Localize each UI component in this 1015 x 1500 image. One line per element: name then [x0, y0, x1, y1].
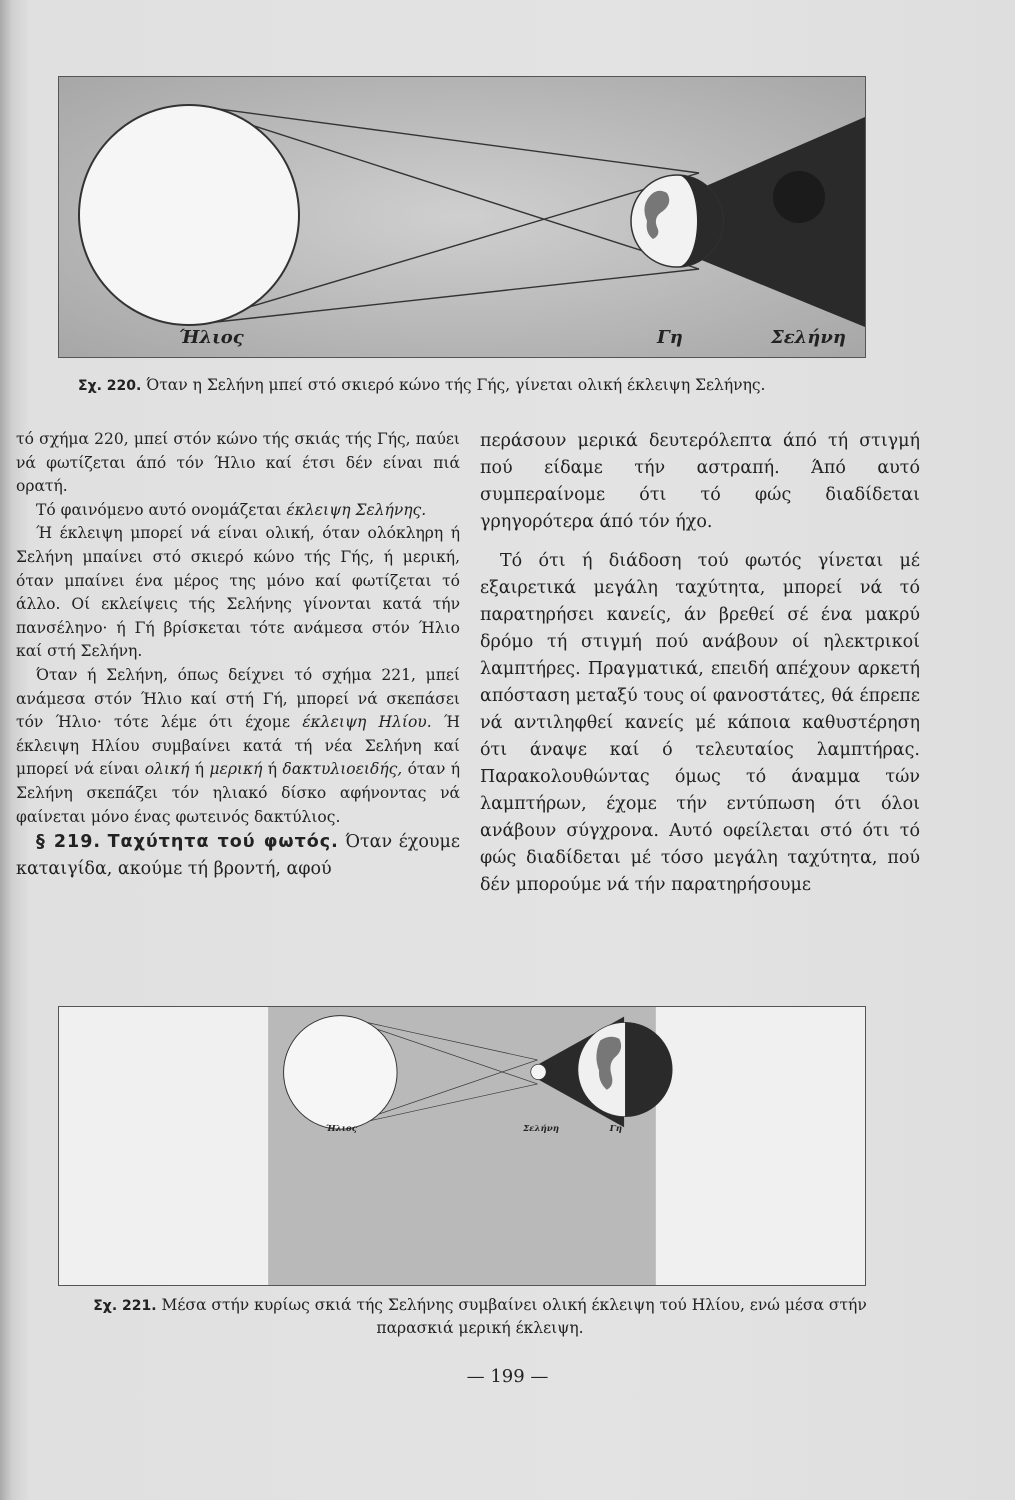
section-title: Ταχύτητα τού φωτός.: [107, 832, 339, 853]
text-span: όταν ή Σελήνη σκεπάζει τόν ηλιακό δίσκο αφήνοντας νά φαίνεται μόνο ένας φωτεινός δακτύλιος.: [16, 760, 460, 826]
page-number: — 199 —: [466, 1366, 549, 1387]
text-span: ή: [262, 760, 283, 779]
italic-term: έκλειψη Ηλίου.: [302, 713, 432, 732]
paragraph: [16, 664, 460, 829]
paragraph: Ή έκλειψη μπορεί νά είναι ολική, όταν ολόκληρη ή Σελήνη μπαίνει στό σκιερό κώνο τής Γής, ή μερική, όταν μπαίνει ένα μέρος της μόνο καί φωτίζεται τό άλλο. Οί εκλείψεις τής Σελήνης γίνονται κατά τήν πανσέληνο· ή Γή βρίσκεται τότε ανάμεσα στόν Ήλιο καί στή Σελήνη.: [16, 524, 460, 661]
sun-label: Ήλιος: [179, 327, 244, 348]
earth-label: Γη: [609, 1124, 623, 1135]
figure-220-caption: [78, 374, 908, 397]
moon-label: Σελήνη: [523, 1124, 560, 1135]
caption-number: Σχ. 221.: [93, 1298, 157, 1314]
section-number: § 219.: [36, 832, 102, 853]
paragraph: Τό ότι ή διάδοση τού φωτός γίνεται μέ εξαιρετικά μεγάλη ταχύτητα, μπορεί νά τό παρατηρήσει κανείς, άν βρεθεί σέ ένα μακρύ δρόμο τή στιγμή πού ανάβουν οί ηλεκτρικοί λαμπτήρες. Πραγματικά, επειδή απέχουν αρκετή απόσταση μεταξύ τους οί φανοστάτες, θά έπρεπε νά αντιληφθεί κανείς μέ κάποια καθυστέρηση ότι άναψε καί ό τελευταίος λαμπτήρας. Παρακολουθώντας όμως τό άναμμα τών λαμπτήρων, έχομε τήν εντύπωση ότι όλοι ανάβουν σύγχρονα. Αυτό οφείλεται στό ότι τό φώς διαδίδεται μέ τόσο μεγάλη ταχύτητα, πού δέν μπορούμε νά τήν παρατηρήσουμε: [480, 551, 920, 895]
left-text-column: [16, 428, 460, 883]
italic-term: έκλειψη Σελήνης.: [286, 500, 427, 519]
text-span: Τό φαινόμενο αυτό ονομάζεται: [36, 500, 287, 519]
paragraph: περάσουν μερικά δευτερόλεπτα άπό τή στιγμή πού είδαμε τήν αστραπή. Άπό αυτό συμπεραίνομε ότι τό φώς διαδίδεται γρηγορότερα άπό τόν ήχο.: [480, 431, 920, 532]
sun-label: Ήλιος: [325, 1124, 357, 1135]
solar-eclipse-diagram: [59, 1007, 865, 1285]
moon-in-shadow: [773, 171, 825, 223]
figure-221-caption: [90, 1294, 870, 1339]
sun-disc: [284, 1016, 398, 1130]
text-span: Ή έκλειψη Ηλίου συμβαίνει κατά τή νέα Σελήνη καί μπορεί νά είναι: [16, 713, 460, 779]
text-span: Όταν ή Σελήνη, όπως δείχνει τό σχήμα 221, μπεί ανάμεσα στόν Ήλιο καί στή Γή, μπορεί νά σκεπάσει τόν Ήλιο· τότε λέμε ότι έχομε: [16, 665, 460, 732]
section-heading: [16, 829, 460, 883]
paragraph: [16, 499, 460, 523]
text-span: ή: [189, 760, 210, 779]
caption-number: Σχ. 220.: [78, 378, 142, 394]
caption-text: Όταν η Σελήνη μπεί στό σκιερό κώνο τής Γής, γίνεται ολική έκλειψη Σελήνης.: [146, 376, 766, 394]
italic-term: ολική: [144, 760, 190, 779]
paragraph: τό σχήμα 220, μπεί στόν κώνο τής σκιάς τής Γής, παύει νά φωτίζεται άπό τόν Ήλιο καί έτσι δέν είναι πιά ορατή.: [16, 430, 460, 496]
lunar-eclipse-diagram: [59, 77, 865, 357]
italic-term: δακτυλιοειδής,: [282, 760, 403, 779]
earth-night-side: [625, 1022, 672, 1116]
moon-disc: [531, 1064, 546, 1079]
figure-220-lunar-eclipse: [58, 76, 866, 358]
text-span: Όταν έχουμε καταιγίδα, ακούμε τή βροντή, αφού: [16, 832, 460, 880]
moon-label: Σελήνη: [771, 327, 846, 348]
right-text-column: [480, 428, 920, 899]
italic-term: μερική: [209, 760, 263, 779]
sun-disc: [79, 105, 299, 325]
caption-text: Μέσα στήν κυρίως σκιά τής Σελήνης συμβαίνει ολική έκλειψη τού Ηλίου, ενώ μέσα στήν παρασκιά μερική έκλειψη.: [161, 1296, 867, 1337]
earth-label: Γη: [657, 327, 683, 348]
figure-221-solar-eclipse: [58, 1006, 866, 1286]
